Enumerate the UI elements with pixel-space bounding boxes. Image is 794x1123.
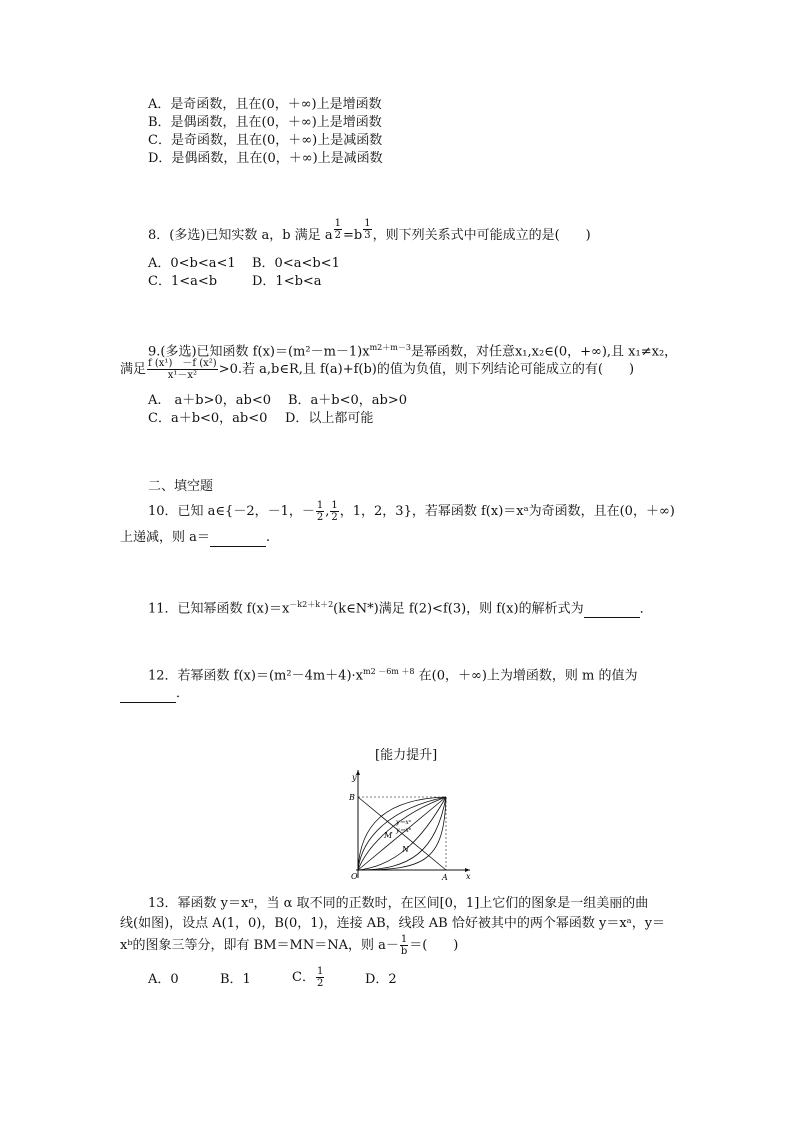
q11-exponent: －k2＋k＋2 [289,600,334,609]
q9-fraction: $\frac{\text{f (x¹) －f (x²)}}{\text{x¹－x²}}$ [148,358,217,381]
q8-option-d: D．1<b<a [252,274,322,289]
curve-b-label: y＝xᵇ [396,827,412,834]
q11-text: 11．已知幂函数 f(x)＝x [148,601,290,617]
q10-line-2: 上递减，则 a＝ . [120,530,271,545]
q11-answer-blank[interactable] [584,601,640,618]
q9-option-a: A. a＋b>0，ab<0 [148,393,271,408]
q7-option-b: B．是偶函数，且在(0，＋∞)上是增函数 [148,115,382,130]
q10-fraction-2: $\frac{1}{2}$ [331,500,338,523]
q7-option-a: A．是奇函数，且在(0，＋∞)上是增函数 [148,97,382,112]
curve-a-label: y＝xᵃ [396,819,412,826]
q8-exponent-1: $\frac{1}{2}$ [334,218,342,241]
q13-option-b: B．1 [220,972,251,987]
power-function-figure [344,766,474,886]
q12-text: 12．若幂函数 f(x)＝(m²－4m＋4)·x [148,668,363,684]
q13-line-2: 线(如图)，设点 A(1，0)，B(0，1)，连接 AB，线段 AB 恰好被其中的两个幂函数 y＝xᵃ，y＝ [120,916,666,931]
q10-after: ，1，2，3}，若幂函数 f(x)＝xᵃ为奇函数，且在(0，＋∞) [339,504,675,519]
q12-rest: 在(0，＋∞)上为增函数，则 m 的值为 [414,668,638,684]
q9-line1-text: 9.(多选)已知函数 f(x)＝(m²－m－1)x [148,344,370,360]
q9-line2-rest: >0.若 a,b∈R,且 f(a)+f(b)的值为负值，则下列结论可能成立的有( ) [218,362,635,377]
q11-rest: (k∈N*)满足 f(2)<f(3)，则 f(x)的解析式为 [333,601,584,617]
q13-option-c-lead: C． [292,970,315,985]
q13-line3-before: xᵇ的图象三等分，即有 BM＝MN＝NA，则 a－ [120,938,399,953]
q12-exponent: m2 －6m ＋8 [362,667,415,676]
q8-option-c: C．1<a<b [148,274,218,289]
q13-option-d: D．2 [365,972,397,987]
q8-stem [148,218,591,250]
q8-stem-after: ，则下列关系式中可能成立的是( ) [372,228,591,243]
q12-line-2 [120,686,189,703]
q7-option-d: D．是偶函数，且在(0，＋∞)上是减函数 [148,151,383,166]
q9-option-c: C．a＋b<0，ab<0 [148,411,268,426]
q11-end: ． [639,601,653,617]
q13-option-c [292,964,325,992]
q12-end: ． [176,686,190,701]
q10-answer-blank[interactable] [210,530,266,547]
q13-line-3 [120,932,458,960]
q8-stem-before: 8．(多选)已知实数 a，b 满足 a [148,228,333,243]
q9-option-d: D．以上都可能 [285,411,374,426]
q8-option-a: A．0<b<a<1 [148,256,236,271]
point-m-label: M [384,831,393,840]
q11-stem [148,597,653,618]
q13-line3-after: ＝( ) [409,938,459,953]
q9-option-b: B．a＋b<0，ab>0 [288,393,408,408]
section-title-fill-in: 二、填空题 [148,479,214,494]
x-axis-label: x [466,872,471,881]
q13-option-c-fraction: $\frac{1}{2}$ [316,966,324,989]
q13-fraction: $\frac{1}{b}$ [400,934,408,957]
q7-option-c: C．是奇函数，且在(0，＋∞)上是减函数 [148,133,383,148]
q13-option-a: A．0 [148,972,179,987]
point-a-label: A [442,873,448,882]
q13-line-1: 13．幂函数 y＝xᵅ，当 α 取不同的正数时，在区间[0，1]上它们的图象是一组美丽的曲 [148,896,649,911]
q9-line1-rest: 是幂函数，对任意x₁,x₂∈(0，+∞),且 x₁≠x₂， [410,344,678,360]
q9-lead: 满足 [120,362,147,377]
q8-option-b: B．0<a<b<1 [252,256,340,271]
q10-line-1: 10．已知 a∈{－2，－1，－ $\frac{1}{2}$ , $\frac{1}{2}$ ，1，2，3}，若幂函数 f(x)＝xᵃ为奇函数，且在(0，＋∞) [148,500,675,523]
q8-stem-mid: =b [343,228,363,243]
q12-stem [148,664,637,684]
y-axis-label: y [352,773,357,782]
origin-label: O [351,872,358,881]
q10-fraction-1: $\frac{1}{2}$ [316,500,324,523]
q10-line2-text: 上递减，则 a＝ [120,530,210,545]
y-axis-arrow [356,770,360,775]
point-n-label: N [402,845,409,854]
q9-exponent: m2＋m－3 [369,343,411,352]
q8-exponent-2: $\frac{1}{3}$ [364,218,371,241]
q10-before: 10．已知 a∈{－2，－1，－ [148,504,315,519]
q12-answer-blank[interactable] [120,686,176,703]
point-b-label: B [349,793,355,802]
q9-line-2 [120,356,634,384]
section-title-ability: [能力提升] [375,748,438,763]
